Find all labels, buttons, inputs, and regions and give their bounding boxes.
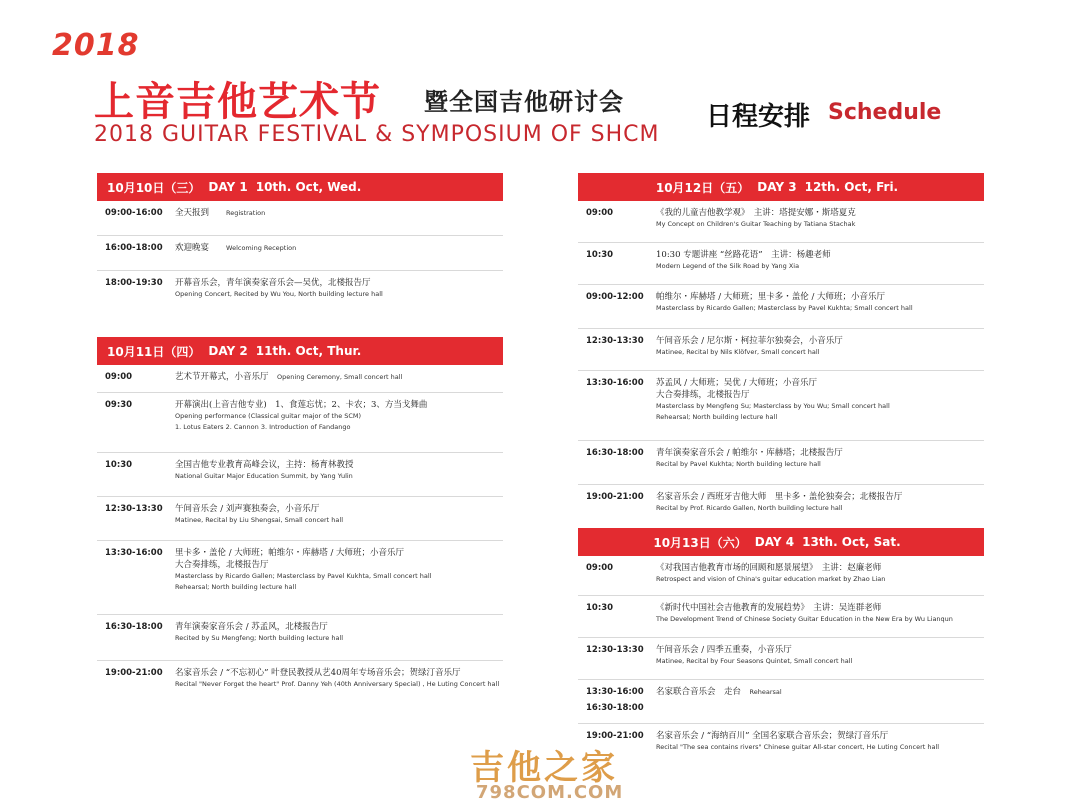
event-title-en: Matinee, Recital by Liu Shengsai, Small concert hall bbox=[175, 516, 344, 524]
event-subtitle-en: 1. Lotus Eaters 2. Cannon 3. Introduction of Fandango bbox=[175, 423, 351, 431]
day-label: DAY 3 bbox=[757, 180, 797, 194]
event-time: 09:00-12:00 bbox=[586, 292, 644, 302]
event-title-en: Recital by Prof. Ricardo Gallen, North building lecture hall bbox=[656, 504, 843, 512]
event-title-en: Opening Ceremony, Small concert hall bbox=[277, 373, 403, 381]
day-2-header bbox=[97, 337, 503, 365]
event-title-zh: 《我的儿童吉他教学观》 主讲：塔提安娜・斯塔夏克 bbox=[656, 208, 856, 218]
event-row bbox=[97, 271, 503, 315]
event-row bbox=[578, 556, 984, 596]
schedule-heading-en: Schedule bbox=[828, 100, 942, 125]
festival-title-en: 2018 GUITAR FESTIVAL & SYMPOSIUM OF SHCM bbox=[94, 122, 660, 147]
event-subtitle-zh: 大合奏排练，北楼报告厅 bbox=[656, 390, 750, 400]
day-date-en: 12th. Oct, Fri. bbox=[804, 180, 899, 194]
event-subtitle-zh: 大合奏排练，北楼报告厅 bbox=[175, 560, 269, 570]
day-date-en: 13th. Oct, Sat. bbox=[802, 535, 901, 549]
day-4-header bbox=[578, 528, 984, 556]
event-row bbox=[578, 485, 984, 521]
event-title-en: Recital "The sea contains rivers" Chinese guitar All-star concert, He Luting Concert hall bbox=[656, 743, 940, 751]
event-time: 09:00-16:00 bbox=[105, 208, 163, 218]
event-time: 16:00-18:00 bbox=[105, 243, 163, 253]
day-1-header bbox=[97, 173, 503, 201]
event-row bbox=[97, 541, 503, 615]
event-title-zh: 青年演奏家音乐会 / 帕维尔・库赫塔；北楼报告厅 bbox=[656, 448, 843, 458]
event-row bbox=[578, 201, 984, 243]
event-title-zh: 《新时代中国社会吉他教育的发展趋势》 主讲：吴连群老师 bbox=[656, 603, 882, 613]
event-time: 09:00 bbox=[586, 563, 614, 573]
day-label: DAY 2 bbox=[208, 344, 248, 358]
event-title-en: Modern Legend of the Silk Road by Yang Xia bbox=[656, 262, 800, 270]
day-date-en: 10th. Oct, Wed. bbox=[255, 180, 362, 194]
event-row bbox=[578, 329, 984, 371]
event-subtitle-en: Rehearsal; North building lecture hall bbox=[175, 583, 297, 591]
day-label: DAY 4 bbox=[754, 535, 795, 549]
event-title-zh: 艺术节开幕式，小音乐厅 bbox=[175, 372, 269, 382]
event-time: 16:30-18:00 bbox=[586, 448, 644, 458]
day-date-en: 11th. Oct, Thur. bbox=[255, 344, 362, 358]
event-title-en: Masterclass by Ricardo Gallen; Masterclass by Pavel Kukhta, Small concert hall bbox=[175, 572, 432, 580]
event-title-zh: 名家音乐会 / “不忘初心” 叶登民教授从艺40周年专场音乐会；贺绿汀音乐厅 bbox=[175, 668, 461, 678]
event-title-en: Masterclass by Ricardo Gallen; Masterclass by Pavel Kukhta; Small concert hall bbox=[656, 304, 913, 312]
event-row bbox=[578, 638, 984, 680]
event-time: 09:00 bbox=[586, 208, 614, 218]
event-row bbox=[97, 661, 503, 703]
event-title-zh: 午间音乐会 / 尼尔斯・柯拉菲尔独奏会，小音乐厅 bbox=[656, 336, 843, 346]
event-row bbox=[97, 365, 503, 393]
day-date-zh: 10月12日（五） bbox=[655, 180, 750, 195]
schedule-column-left bbox=[97, 173, 503, 703]
event-row bbox=[97, 393, 503, 453]
day-date-zh: 10月13日（六） bbox=[653, 535, 747, 550]
event-title-zh: 午间音乐会 / 四季五重奏，小音乐厅 bbox=[656, 645, 792, 655]
event-title-zh: 欢迎晚宴 bbox=[175, 243, 210, 253]
event-title-zh: 全国吉他专业教育高峰会议，主持：杨育林教授 bbox=[175, 460, 354, 470]
event-title-en: Recital by Pavel Kukhta; North building lecture hall bbox=[656, 460, 821, 468]
event-time: 19:00-21:00 bbox=[586, 492, 644, 502]
event-time: 10:30 bbox=[586, 603, 614, 613]
event-title-zh: 开幕音乐会，青年演奏家音乐会—吴优，北楼报告厅 bbox=[175, 278, 371, 288]
event-row bbox=[97, 497, 503, 541]
event-title-en: My Concept on Children's Guitar Teaching by Tatiana Stachak bbox=[656, 220, 856, 228]
event-title-en: Matinee, Recital by Four Seasons Quintet, Small concert hall bbox=[656, 657, 853, 665]
event-time: 09:00 bbox=[105, 372, 133, 382]
event-title-zh: 名家音乐会 / “海纳百川” 全国名家联合音乐会；贺绿汀音乐厅 bbox=[656, 731, 889, 741]
event-row bbox=[578, 441, 984, 485]
event-title-zh: 全天报到 bbox=[175, 208, 210, 218]
event-title-zh: 午间音乐会 / 刘声赛独奏会，小音乐厅 bbox=[175, 504, 320, 514]
event-time-secondary: 16:30-18:00 bbox=[586, 703, 644, 713]
event-row bbox=[578, 243, 984, 285]
event-title-en: Rehearsal bbox=[749, 688, 782, 696]
event-row bbox=[578, 724, 984, 764]
event-title-en: Matinee, Recital by Nils Klöfver, Small concert hall bbox=[656, 348, 820, 356]
event-title-en: The Development Trend of Chinese Society Guitar Education in the New Era by Wu Lianqun bbox=[656, 615, 953, 623]
event-title-zh: 苏孟风 / 大师班；吴优 / 大师班；小音乐厅 bbox=[656, 378, 818, 388]
day-date-zh: 10月10日（三） bbox=[107, 180, 201, 195]
event-title-zh: 里卡多・盖伦 / 大师班；帕维尔・库赫塔 / 大师班；小音乐厅 bbox=[175, 548, 405, 558]
event-title-zh: 帕维尔・库赫塔 / 大师班；里卡多・盖伦 / 大师班；小音乐厅 bbox=[656, 292, 886, 302]
event-title-en: Opening Concert, Recited by Wu You, North building lecture hall bbox=[175, 290, 383, 298]
schedule-column-right bbox=[578, 173, 984, 764]
event-title-en: Opening performance (Classical guitar major of the SCM) bbox=[175, 412, 362, 420]
festival-subtitle-zh: 暨全国吉他研讨会 bbox=[424, 87, 624, 116]
event-title-zh: 10:30 专题讲座 “丝路花语” 主讲：杨趣老师 bbox=[656, 250, 831, 260]
event-title-zh: 开幕演出(上音吉他专业) 1、食莲忘忧；2、卡农；3、方当戈舞曲 bbox=[175, 400, 428, 410]
event-row bbox=[578, 371, 984, 441]
event-title-en: Masterclass by Mengfeng Su; Masterclass by You Wu; Small concert hall bbox=[656, 402, 890, 410]
event-row bbox=[97, 453, 503, 497]
event-time: 13:30-16:00 bbox=[105, 548, 163, 558]
day-3-header bbox=[578, 173, 984, 201]
event-title-en: Welcoming Reception bbox=[226, 244, 297, 252]
event-time: 12:30-13:30 bbox=[586, 645, 644, 655]
festival-title-zh: 上音吉他艺术节 bbox=[94, 79, 381, 125]
event-title-zh: 青年演奏家音乐会 / 苏孟风，北楼报告厅 bbox=[175, 622, 328, 632]
event-time: 19:00-21:00 bbox=[105, 668, 163, 678]
event-row bbox=[578, 285, 984, 329]
event-time: 13:30-16:00 bbox=[586, 378, 644, 388]
day-date-zh: 10月11日（四） bbox=[107, 344, 201, 359]
event-time: 12:30-13:30 bbox=[586, 336, 644, 346]
event-time: 19:00-21:00 bbox=[586, 731, 644, 741]
event-title-en: Retrospect and vision of China's guitar education market by Zhao Lian bbox=[656, 575, 886, 583]
watermark-logo-text: 吉他之家 bbox=[470, 748, 618, 788]
event-row bbox=[578, 680, 984, 724]
event-title-zh: 名家音乐会 / 西班牙吉他大师 里卡多・盖伦独奏会；北楼报告厅 bbox=[656, 492, 903, 502]
festival-year: 2018 bbox=[52, 28, 140, 63]
event-row bbox=[97, 615, 503, 661]
day-label: DAY 1 bbox=[208, 180, 248, 194]
event-title-zh: 《对我国吉他教育市场的回顾和愿景展望》 主讲：赵廉老师 bbox=[656, 563, 882, 573]
schedule-heading-zh: 日程安排 bbox=[706, 102, 811, 132]
event-time: 13:30-16:00 bbox=[586, 687, 644, 697]
event-time: 10:30 bbox=[586, 250, 614, 260]
event-title-en: Recited by Su Mengfeng; North building lecture hall bbox=[175, 634, 344, 642]
event-subtitle-en: Rehearsal; North building lecture hall bbox=[656, 413, 778, 421]
event-time: 10:30 bbox=[105, 460, 133, 470]
event-time: 16:30-18:00 bbox=[105, 622, 163, 632]
event-title-en: Recital "Never Forget the heart" Prof. Danny Yeh (40th Anniversary Special) , He Luting Concert hall bbox=[175, 680, 500, 688]
event-row bbox=[97, 201, 503, 236]
event-time: 09:30 bbox=[105, 400, 133, 410]
event-time: 12:30-13:30 bbox=[105, 504, 163, 514]
event-row bbox=[578, 596, 984, 638]
watermark-url: 798COM.COM bbox=[476, 782, 624, 803]
event-time: 18:00-19:30 bbox=[105, 278, 163, 288]
event-row bbox=[97, 236, 503, 271]
event-title-zh: 名家联合音乐会 走台 bbox=[656, 687, 742, 697]
event-title-en: National Guitar Major Education Summit, by Yang Yulin bbox=[175, 472, 353, 480]
event-title-en: Registration bbox=[226, 209, 266, 217]
